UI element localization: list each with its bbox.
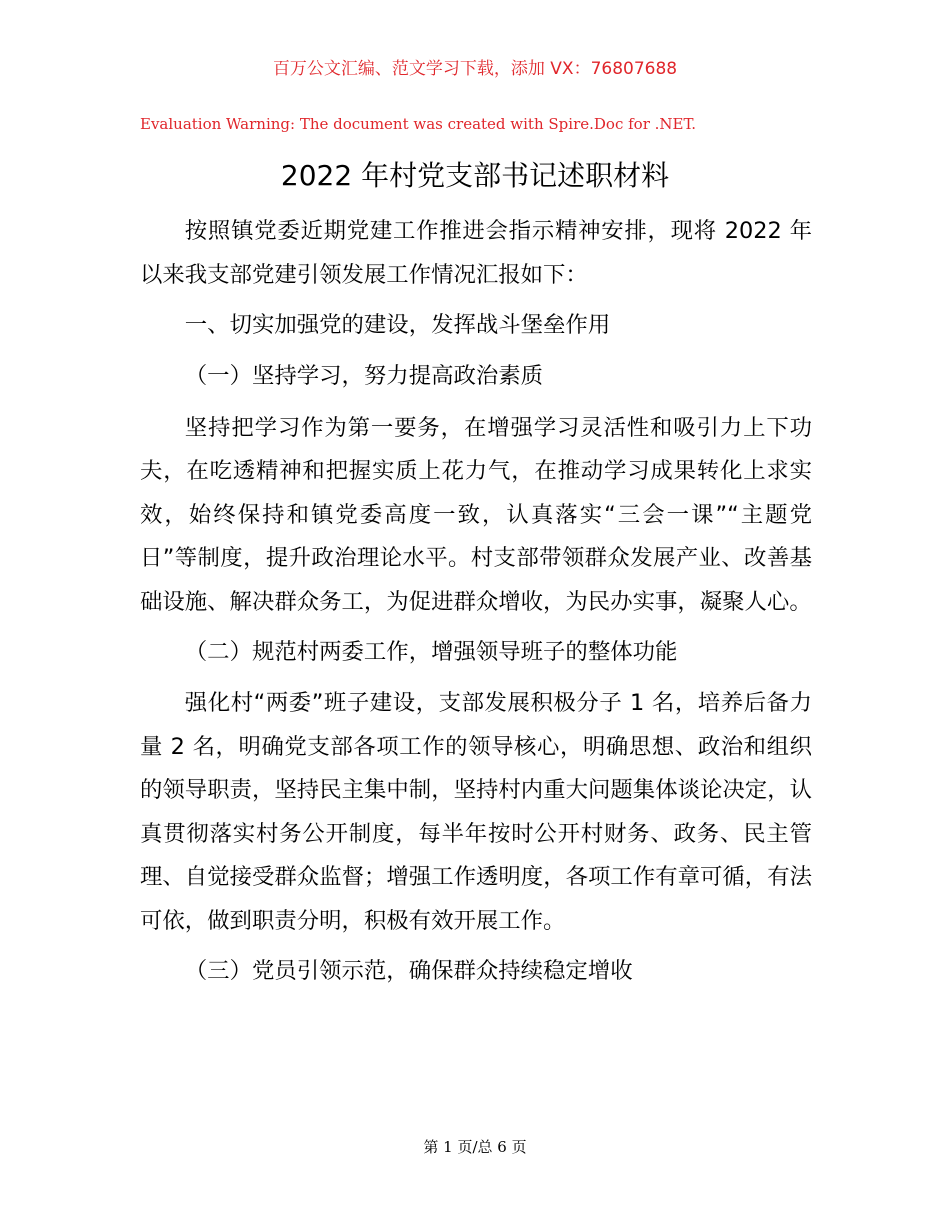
intro-paragraph: 按照镇党委近期党建工作推进会指示精神安排，现将 2022 年以来我支部党建引领发展工作情况汇报如下： (140, 218, 812, 288)
document-body (140, 210, 812, 1001)
subsection-heading-1: （一）坚持学习，努力提高政治素质 (184, 363, 544, 389)
evaluation-warning: Evaluation Warning: The document was created with Spire.Doc for .NET. (140, 115, 697, 133)
document-title: 2022 年村党支部书记述职材料 (280, 159, 670, 192)
header-ad-text: 百万公文汇编、范文学习下载，添加 VX：76807688 (272, 59, 678, 79)
body-paragraph-1: 坚持把学习作为第一要务，在增强学习灵活性和吸引力上下功夫，在吃透精神和把握实质上花力气，在推动学习成果转化上求实效，始终保持和镇党委高度一致，认真落实“三会一课”“主题党日”等制度，提升政治理论水平。村支部带领群众发展产业、改善基础设施、解决群众务工，为促进群众增收，为民办实事，凝聚人心。 (140, 414, 812, 615)
subsection-heading-3: （三）党员引领示范，确保群众持续稳定增收 (184, 957, 633, 984)
body-paragraph-2: 强化村“两委”班子建设，支部发展积极分子 1 名，培养后备力量 2 名，明确党支部各项工作的领导核心，明确思想、政治和组织的领导职责，坚持民主集中制，坚持村内重大问题集体谈论决定，认真贯彻落实村务公开制度，每半年按时公开村财务、政务、民主管理、自觉接受群众监督；增强工作透明度，各项工作有章可循，有法可依，做到职责分明，积极有效开展工作。 (140, 690, 812, 934)
page-number: 第 1 页/总 6 页 (423, 1138, 527, 1156)
subsection-heading-2: （二）规范村两委工作，增强领导班子的整体功能 (184, 638, 678, 665)
section-heading-1: 一、切实加强党的建设，发挥战斗堡垒作用 (184, 311, 611, 338)
